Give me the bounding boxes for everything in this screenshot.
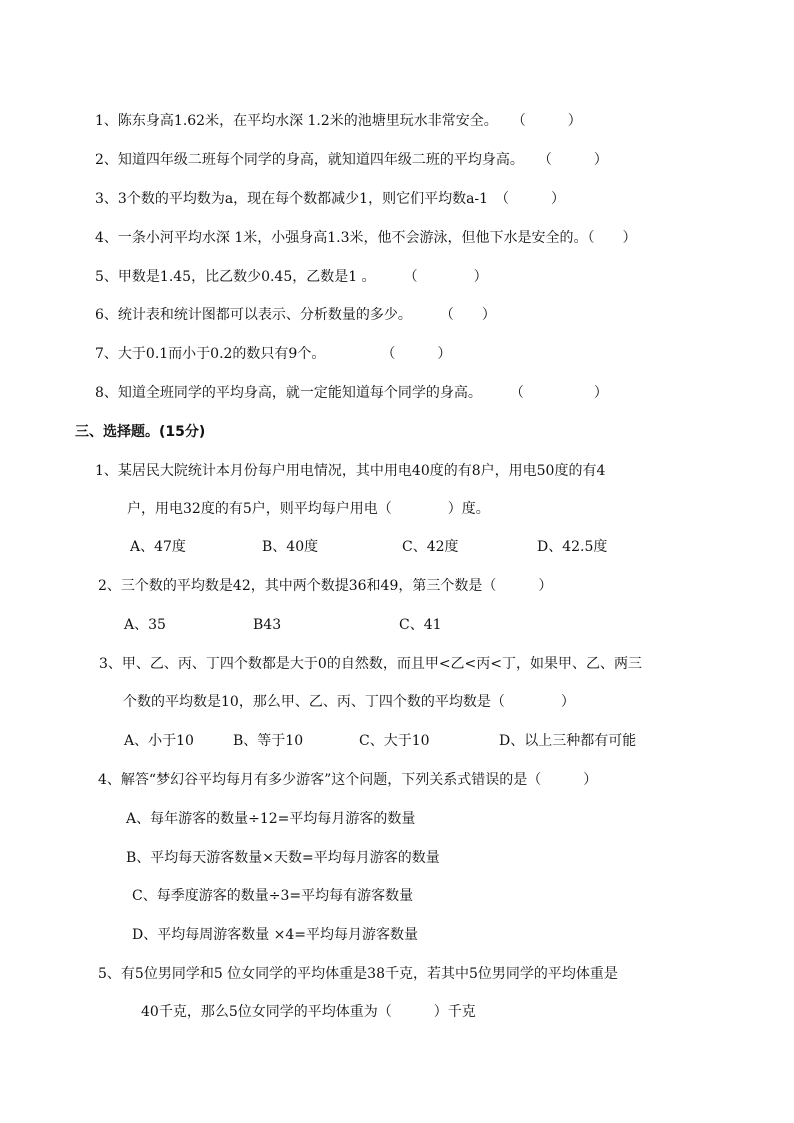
q1-option-a: A、47度 xyxy=(130,539,186,555)
q1-option-c: C、42度 xyxy=(402,539,459,555)
question-1-line-1: 1、某居民大院统计本月份每户用电情况，其中用电40度的有8户，用电50度的有4 xyxy=(95,463,606,479)
q4-option-a: A、每年游客的数量÷12=平均每月游客的数量 xyxy=(126,811,416,827)
section-title: 三、选择题。(15分) xyxy=(75,424,206,440)
judgement-item-6: 6、统计表和统计图都可以表示、分析数量的多少。 （ ） xyxy=(95,307,496,323)
q2-option-b: B43 xyxy=(253,617,282,633)
q2-option-a: A、35 xyxy=(124,617,166,633)
q3-option-a: A、小于10 xyxy=(124,733,194,749)
judgement-item-2: 2、知道四年级二班每个同学的身高，就知道四年级二班的平均身高。 （ ） xyxy=(95,152,608,168)
q3-option-d: D、以上三种都有可能 xyxy=(499,733,637,749)
q1-option-d: D、42.5度 xyxy=(537,539,608,555)
judgement-item-3: 3、3个数的平均数为a，现在每个数都减少1，则它们平均数a-1 （ ） xyxy=(95,191,566,207)
question-4-line-1: 4、解答“梦幻谷平均每月有多少游客”这个问题，下列关系式错误的是（ ） xyxy=(98,772,598,788)
q3-option-b: B、等于10 xyxy=(233,733,304,749)
judgement-item-4: 4、一条小河平均水深 1米，小强身高1.3米，他不会游泳，但他下水是安全的。（ ） xyxy=(95,230,637,246)
question-1-line-2: 户，用电32度的有5户，则平均每户用电（ ）度。 xyxy=(127,501,490,517)
question-3-line-2: 个数的平均数是10，那么甲、乙、丙、丁四个数的平均数是（ ） xyxy=(123,694,575,710)
q1-option-b: B、40度 xyxy=(262,539,319,555)
question-3-line-1: 3、甲、乙、丙、丁四个数都是大于0的自然数，而且甲<乙<丙<丁，如果甲、乙、两三 xyxy=(99,656,643,672)
judgement-item-5: 5、甲数是1.45，比乙数少0.45，乙数是1 。 （ ） xyxy=(95,269,488,285)
q4-option-d: D、平均每周游客数量 ×4=平均每月游客数量 xyxy=(132,927,419,943)
question-2-line-1: 2、三个数的平均数是42，其中两个数提36和49，第三个数是（ ） xyxy=(98,578,553,594)
question-5-line-2: 40千克，那么5位女同学的平均体重为（ ）千克 xyxy=(141,1004,476,1020)
q3-option-c: C、大于10 xyxy=(359,733,430,749)
q4-option-c: C、每季度游客的数量÷3=平均每有游客数量 xyxy=(132,888,414,904)
judgement-item-7: 7、大于0.1而小于0.2的数只有9个。 （ ） xyxy=(95,346,452,362)
q4-option-b: B、平均每天游客数量×天数=平均每月游客的数量 xyxy=(126,850,440,866)
judgement-item-1: 1、陈东身高1.62米，在平均水深 1.2米的池塘里玩水非常安全。 （ ） xyxy=(95,113,582,129)
q2-option-c: C、41 xyxy=(399,617,442,633)
question-5-line-1: 5、有5位男同学和5 位女同学的平均体重是38千克，若其中5位男同学的平均体重是 xyxy=(98,966,618,982)
judgement-item-8: 8、知道全班同学的平均身高，就一定能知道每个同学的身高。 （ ） xyxy=(95,385,608,401)
